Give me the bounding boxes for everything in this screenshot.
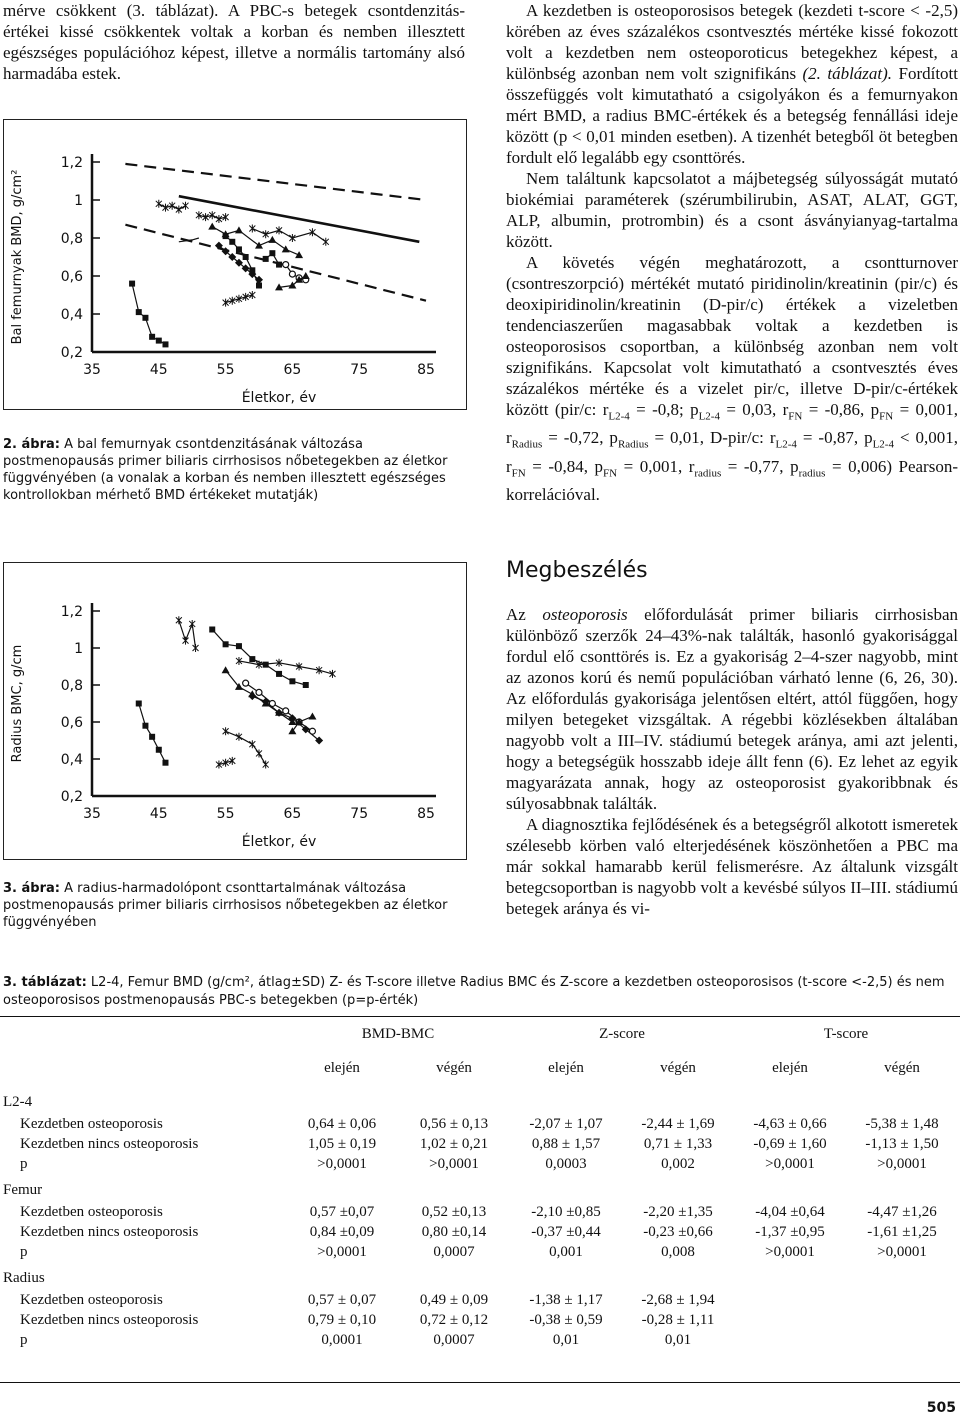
data-point-square — [243, 254, 249, 260]
data-point-circle — [283, 262, 289, 268]
data-point-square — [149, 334, 155, 340]
table-cell: -0,23 ±0,66 — [643, 1224, 713, 1240]
table-cell: -0,28 ± 1,11 — [641, 1312, 715, 1328]
x-tick-label: 45 — [149, 362, 168, 378]
data-point-triangle — [268, 236, 276, 243]
p3-text: A követés végén meghatározott, a csontturnover (csontreszorpció) mértékét mutató piridinolin/kreatinin (pir/c) és deoxipiridinolin/kreatinin (D-pir/c) értékek a vizeletben tendenciaszerűen magasabbak voltak a kezdetben is osteoporosisos csoportban, a különbség azonban nem volt szignifikáns. Kapcsolat volt kimutatható a csontvesztés éves százalékos mértéke és a vizelet pir/c, illetve D-pir/c-értékek között — [506, 253, 958, 419]
data-point-square — [276, 671, 282, 677]
stat-post: < 0,001, r — [506, 428, 959, 476]
stat-post: = -0,72, p — [542, 428, 618, 448]
stat-subscript: FN — [511, 467, 526, 480]
table-row-label: p — [20, 1156, 28, 1172]
data-point-square — [256, 283, 262, 289]
series-line — [212, 630, 306, 686]
discussion-text — [506, 604, 958, 919]
table-cell: -1,61 ±1,25 — [867, 1224, 937, 1240]
table-subheader: végén — [436, 1060, 472, 1076]
x-tick-label: 35 — [83, 806, 101, 822]
data-point-x — [176, 616, 182, 624]
right-column — [506, 0, 958, 505]
y-tick-label: 0,6 — [60, 715, 83, 731]
figure-2-chart — [4, 120, 466, 409]
x-tick-label: 35 — [83, 362, 101, 378]
y-tick-label: 0,4 — [60, 752, 83, 768]
table-bottom-rule — [0, 1382, 960, 1383]
x-tick-label: 45 — [149, 806, 168, 822]
x-axis-label: Életkor, év — [241, 390, 317, 406]
table-cell: >0,0001 — [317, 1244, 367, 1260]
data-point-square — [229, 239, 235, 245]
data-point-square — [142, 723, 148, 729]
table-cell: >0,0001 — [765, 1244, 815, 1260]
data-point-square — [162, 341, 168, 347]
data-point-x — [156, 200, 162, 208]
stat-post: = 0,001, r — [617, 456, 695, 476]
table-row-label: p — [20, 1332, 28, 1348]
table-cell: -4,04 ±0,64 — [755, 1204, 825, 1220]
table-subheader: végén — [884, 1060, 920, 1076]
table-cell: 0,0003 — [545, 1156, 587, 1172]
data-point-x — [236, 733, 242, 741]
table-cell: -2,10 ±0,85 — [531, 1204, 601, 1220]
y-tick-label: 1,2 — [60, 604, 83, 620]
table-cell: 0,0001 — [321, 1332, 363, 1348]
stat-post: = -0,84, p — [525, 456, 604, 476]
stat-subscript: L2-4 — [872, 438, 894, 451]
data-point-square — [263, 256, 269, 262]
stat-subscript: L2-4 — [698, 410, 720, 423]
y-axis-label: Bal femurnyak BMD, g/cm² — [10, 169, 25, 345]
stat-subscript: Radius — [511, 438, 543, 451]
y-tick-label: 0,2 — [60, 789, 83, 805]
table-cell: 0,71 ± 1,33 — [643, 1136, 713, 1152]
figure-3-chart — [4, 563, 466, 859]
data-point-triangle — [308, 712, 316, 719]
figure-2-caption — [3, 436, 465, 504]
x-tick-label: 65 — [283, 806, 302, 822]
table-cell: -4,47 ±1,26 — [867, 1204, 937, 1220]
x-tick-label: 85 — [417, 806, 435, 822]
series-line — [239, 661, 333, 674]
table-cell: 0,002 — [661, 1156, 695, 1172]
figure-2-caption-text: A bal femurnyak csontdenzitásának változása postmenopausás primer biliaris cirrhosisos nőbetegekben az életkor függvényében (a vonalak a korban és nemben illesztett egészséges kontrollokban mérhető BMD értékeket mutatják) — [3, 437, 448, 503]
data-point-square — [156, 338, 162, 344]
table-cell: -0,38 ± 0,59 — [529, 1312, 603, 1328]
table-cell: -5,38 ± 1,48 — [865, 1116, 939, 1132]
stat-post: = -0,87, p — [796, 428, 873, 448]
stat-subscript: FN — [603, 467, 618, 480]
d1-a: Az — [506, 605, 543, 624]
table-top-rule — [0, 1016, 960, 1017]
y-tick-label: 0,6 — [60, 269, 83, 285]
p1-text: A kezdetben is osteoporosisos betegek (kezdeti t-score < -2,5) körében az éves százalékos csontvesztés mértéke kissé fokozott volt a kezdetben nem osteoporoticus betegekhez képest, a különbség azonban nem volt szignifikáns — [506, 1, 958, 83]
y-tick-label: 0,4 — [60, 307, 83, 323]
y-tick-label: 0,8 — [60, 678, 83, 694]
table-3-caption-label: 3. táblázat: — [3, 975, 87, 990]
data-point-x — [256, 749, 262, 757]
stat-post: = -0,77, p — [721, 456, 799, 476]
results-paragraph-3 — [506, 252, 958, 505]
table-cell: 0,008 — [661, 1244, 695, 1260]
data-point-triangle — [222, 666, 230, 673]
figure-3-box — [3, 562, 467, 860]
data-point-square — [136, 701, 142, 707]
table-3-caption-text: L2-4, Femur BMD (g/cm², átlag±SD) Z- és T-score illetve Radius BMC és Z-score a kezdetben osteoporosisos (t-score <-2,5) és nem osteoporosisos postmenopausás PBC-s betegekben (p=p-érték) — [3, 975, 945, 1008]
table-cell: -2,44 ± 1,69 — [641, 1116, 715, 1132]
table-subheader: elején — [324, 1060, 360, 1076]
data-point-square — [269, 250, 275, 256]
table-cell: 0,49 ± 0,09 — [419, 1292, 489, 1308]
table-cell: 1,02 ± 0,21 — [419, 1136, 489, 1152]
table-cell: -4,63 ± 0,66 — [753, 1116, 827, 1132]
data-point-square — [289, 678, 295, 684]
y-tick-label: 1,2 — [60, 155, 83, 171]
x-tick-label: 75 — [350, 806, 369, 822]
d1-em: osteoporosis — [542, 605, 628, 624]
x-tick-label: 85 — [417, 362, 435, 378]
figure-3-caption — [3, 880, 465, 931]
y-axis-label: Radius BMC, g/cm — [10, 644, 25, 763]
stat-post: = 0,01, D-pir/c: r — [648, 428, 776, 448]
table-cell: 0,88 ± 1,57 — [531, 1136, 601, 1152]
left-intro-paragraph — [3, 0, 465, 84]
table-cell: 0,01 — [664, 1332, 692, 1348]
data-point-square — [142, 315, 148, 321]
table-group-header: BMD-BMC — [361, 1026, 435, 1042]
data-point-square — [223, 641, 229, 647]
results-paragraph-2: Nem találtunk kapcsolatot a májbetegség súlyosságát mutató biokémiai paraméterek (szérumbilirubin, ASAT, ALAT, GGT, ALP, albumin, protrombin) és a csont ásványianyag-tartalma között. — [506, 169, 958, 251]
data-point-triangle — [295, 251, 303, 258]
data-point-square — [249, 656, 255, 662]
data-point-square — [276, 262, 282, 268]
x-tick-label: 55 — [216, 806, 235, 822]
results-paragraph-1 — [506, 0, 958, 168]
table-3 — [0, 1016, 960, 1396]
data-point-square — [156, 747, 162, 753]
table-row-label: Kezdetben nincs osteoporosis — [20, 1312, 199, 1328]
x-tick-label: 55 — [216, 362, 235, 378]
stat-post: = 0,001, r — [506, 400, 959, 448]
stat-subscript: radius — [694, 467, 722, 480]
table-cell: 0,57 ± 0,07 — [307, 1292, 377, 1308]
data-point-triangle — [208, 223, 216, 230]
table-row-label: Kezdetben osteoporosis — [20, 1204, 163, 1220]
data-point-x — [223, 727, 229, 735]
stat-subscript: L2-4 — [775, 438, 797, 451]
data-point-x — [183, 637, 189, 645]
table-row-label: Kezdetben osteoporosis — [20, 1292, 163, 1308]
intro-prefix: mérve csökkent (3. táblázat). — [3, 1, 228, 20]
table-cell: 0,80 ±0,14 — [421, 1224, 487, 1240]
data-point-square — [129, 281, 135, 287]
table-cell: 0,79 ± 0,10 — [307, 1312, 377, 1328]
table-section-label: L2-4 — [3, 1094, 33, 1110]
table-cell: 0,84 ±0,09 — [309, 1224, 375, 1240]
discussion-paragraph-2: A diagnosztika fejlődésének és a betegségről alkotott ismeretek szélesebb körben való elterjedésének köszönhetően a PBC ma már sokkal hamarabb kerül felismerésre. Az általunk vizsgált betegcsoportban is nagyobb volt a kevésbé súlyos II–III. stádiumú betegek aránya és vi- — [506, 815, 958, 918]
table-cell: -1,37 ±0,95 — [755, 1224, 825, 1240]
data-point-square — [303, 682, 309, 688]
stat-pre: (pir/c: r — [548, 400, 609, 419]
table-cell: 0,0007 — [433, 1244, 475, 1260]
section-heading-discussion: Megbeszélés — [506, 558, 648, 583]
figure-3-caption-label: 3. ábra: — [3, 881, 60, 896]
stat-subscript: FN — [788, 410, 803, 423]
data-point-triangle — [282, 245, 290, 252]
data-point-triangle — [235, 226, 243, 233]
table-subheader: elején — [548, 1060, 584, 1076]
table-cell: 0,52 ±0,13 — [421, 1204, 487, 1220]
table-row-label: Kezdetben nincs osteoporosis — [20, 1136, 199, 1152]
data-point-square — [136, 309, 142, 315]
table-row-label: Kezdetben osteoporosis — [20, 1116, 163, 1132]
stat-post: = -0,86, p — [802, 400, 880, 419]
x-tick-label: 75 — [350, 362, 369, 378]
reference-line — [179, 196, 419, 242]
stat-subscript: FN — [879, 410, 894, 423]
y-tick-label: 0,2 — [60, 345, 83, 361]
intro-text: A PBC-s betegek csontdenzitás-értékei kissé csökkentek voltak a korban és nemben illesztett egészséges populációhoz képest, illetve a normális tartomány alsó harmadába estek. — [3, 1, 465, 83]
data-point-square — [236, 643, 242, 649]
data-point-square — [223, 233, 229, 239]
data-point-square — [162, 760, 168, 766]
table-cell: -1,38 ± 1,17 — [529, 1292, 603, 1308]
table-cell: 0,01 — [552, 1332, 580, 1348]
table-section-label: Radius — [3, 1270, 45, 1286]
table-cell: 1,05 ± 0,19 — [307, 1136, 377, 1152]
table-cell: -1,13 ± 1,50 — [865, 1136, 939, 1152]
table-cell: -2,20 ±1,35 — [643, 1204, 713, 1220]
data-point-square — [249, 267, 255, 273]
data-point-x — [183, 202, 189, 210]
table-subheader: végén — [660, 1060, 696, 1076]
table-cell: >0,0001 — [429, 1156, 479, 1172]
figure-3-caption-text: A radius-harmadolópont csonttartalmának változása postmenopausás primer biliaris cirrhosisos nőbetegekben az életkor függvényében — [3, 881, 448, 930]
table-row-label: p — [20, 1244, 28, 1260]
page-number: 505 — [926, 1400, 956, 1416]
table-cell: 0,001 — [549, 1244, 583, 1260]
stat-subscript: radius — [798, 467, 826, 480]
table-cell: -2,07 ± 1,07 — [529, 1116, 603, 1132]
stat-post: = -0,8; p — [629, 400, 699, 419]
table-subheader: elején — [772, 1060, 808, 1076]
stat-post: = 0,03, r — [719, 400, 789, 419]
table-cell: >0,0001 — [877, 1244, 927, 1260]
reference-line — [125, 164, 426, 200]
data-point-circle — [283, 708, 289, 714]
data-point-x — [189, 620, 195, 628]
y-tick-label: 1 — [74, 641, 83, 657]
data-point-triangle — [255, 242, 263, 249]
series-line — [139, 704, 166, 763]
p1-ref: (2. táblázat). — [796, 64, 893, 83]
data-point-circle — [243, 680, 249, 686]
data-point-circle — [289, 271, 295, 277]
table-cell: -0,69 ± 1,60 — [753, 1136, 827, 1152]
p1-rest: Fordított összefüggés volt kimutatható a csigolyákon és a femurnyakon mért BMD, a radius BMC-értékek és a betegség fennállási ideje között (p < 0,01 minden esetben). A tizenhét betegből öt betegben fordult elő legalább egy csonttörés. — [506, 64, 958, 167]
x-axis-label: Életkor, év — [241, 834, 317, 850]
table-cell: >0,0001 — [877, 1156, 927, 1172]
stat-subscript: Radius — [617, 438, 649, 451]
data-point-x — [249, 740, 255, 748]
data-point-square — [209, 627, 215, 633]
d1-b: előfordulását primer biliaris cirrhosisban különböző szerzők 24–43%-nak találták, hasonló gyakorisággal fordul elő csonttörés is. Ez a gyakoriság 2–4-szer nagyobb, mint az azonos korú és nemű populációban várható lenne (6, 26, 30). Az előfordulás gyakorisága jelentősen eltért, attól függően, hogy milyen betegeket vizsgáltak. A régebbi közlésekben általában nagyobb volt a III–IV. stádiumú betegek aránya, ami azt jelenti, hogy a betegségük hosszabb ideje állt fenn (6). Ez lehet az egyik magyarázata annak, hogy az osteoporosist gyakoribbnak és súlyosabbnak találták. — [506, 605, 958, 813]
y-tick-label: 0,8 — [60, 231, 83, 247]
y-tick-label: 1 — [74, 193, 83, 209]
data-point-x — [176, 206, 182, 214]
table-3-caption — [3, 974, 958, 1010]
table-cell: 0,64 ± 0,06 — [307, 1116, 377, 1132]
table-section-label: Femur — [3, 1182, 43, 1198]
table-cell: >0,0001 — [317, 1156, 367, 1172]
table-cell: 0,56 ± 0,13 — [419, 1116, 489, 1132]
data-point-square — [149, 734, 155, 740]
x-tick-label: 65 — [283, 362, 302, 378]
table-cell: >0,0001 — [765, 1156, 815, 1172]
table-cell: 0,0007 — [433, 1332, 475, 1348]
table-group-header: Z-score — [599, 1026, 645, 1042]
table-group-header: T-score — [823, 1026, 869, 1042]
p3-statistics — [506, 400, 958, 504]
data-point-x — [263, 761, 269, 769]
figure-2-box — [3, 119, 467, 410]
data-point-square — [236, 246, 242, 252]
data-point-x — [249, 225, 255, 233]
table-cell: 0,72 ± 0,12 — [419, 1312, 489, 1328]
data-point-circle — [256, 689, 262, 695]
stat-post: = 0,006) Pearson-korrelációval. — [506, 456, 958, 505]
stat-subscript: L2-4 — [608, 410, 630, 423]
data-point-x — [323, 238, 329, 246]
table-cell: -2,68 ± 1,94 — [641, 1292, 715, 1308]
data-point-x — [193, 644, 199, 652]
table-row-label: Kezdetben nincs osteoporosis — [20, 1224, 199, 1240]
data-point-triangle — [302, 272, 310, 279]
table-cell: 0,57 ±0,07 — [309, 1204, 375, 1220]
table-cell: -0,37 ±0,44 — [531, 1224, 601, 1240]
figure-2-caption-label: 2. ábra: — [3, 437, 60, 452]
